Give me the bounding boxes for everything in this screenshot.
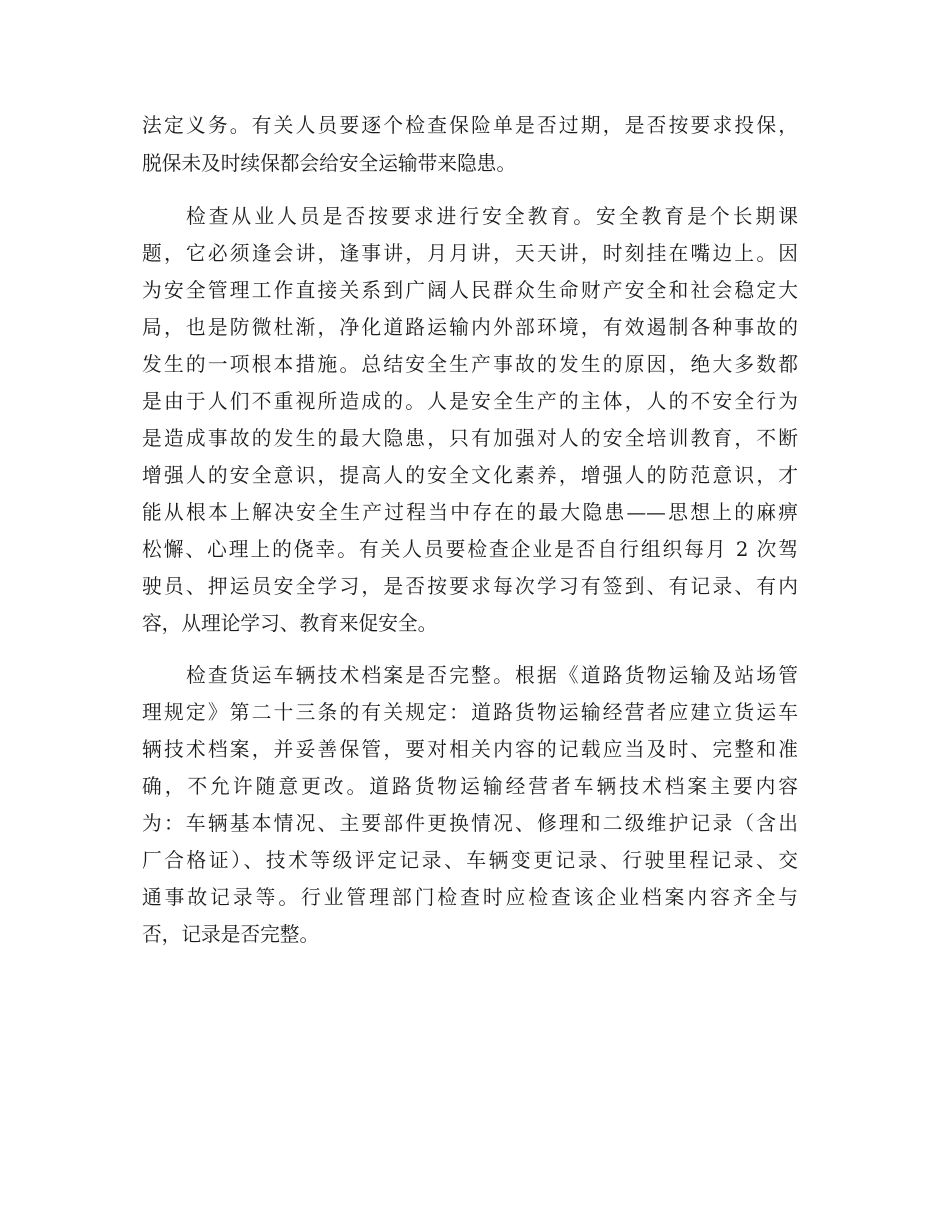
text-line: 检查从业人员是否按要求进行安全教育。安全教育是个长期课 bbox=[186, 205, 798, 228]
text-line: 确，不允许随意更改。道路货物运输经营者车辆技术档案主要内容 bbox=[142, 775, 798, 798]
text-line: 厂合格证）、技术等级评定记录、车辆变更记录、行驶里程记录、交 bbox=[142, 849, 798, 872]
text-line: 是造成事故的发生的最大隐患，只有加强对人的安全培训教育，不断 bbox=[142, 427, 798, 450]
text-line: 题，它必须逢会讲，逢事讲，月月讲，天天讲，时刻挂在嘴边上。因 bbox=[142, 242, 798, 265]
text-line: 是由于人们不重视所造成的。人是安全生产的主体，人的不安全行为 bbox=[142, 390, 798, 413]
text-line: 增强人的安全意识，提高人的安全文化素养，增强人的防范意识，才 bbox=[142, 464, 798, 487]
text-line: 辆技术档案，并妥善保管，要对相关内容的记载应当及时、完整和准 bbox=[142, 738, 798, 761]
text-line: 法定义务。有关人员要逐个检查保险单是否过期，是否按要求投保， bbox=[142, 114, 798, 137]
text-line: 为：车辆基本情况、主要部件更换情况、修理和二级维护记录（含出 bbox=[142, 812, 798, 835]
text-line: 否，记录是否完整。 bbox=[142, 923, 320, 946]
text-line: 脱保未及时续保都会给安全运输带来隐患。 bbox=[142, 152, 517, 175]
text-line: 松懈、心理上的侥幸。有关人员要检查企业是否自行组织每月 2 次驾 bbox=[142, 538, 798, 561]
text-line: 容，从理论学习、教育来促安全。 bbox=[142, 612, 438, 635]
text-line: 发生的一项根本措施。总结安全生产事故的发生的原因，绝大多数都 bbox=[142, 353, 798, 376]
text-line: 通事故记录等。行业管理部门检查时应检查该企业档案内容齐全与 bbox=[142, 886, 798, 909]
text-line: 局，也是防微杜渐，净化道路运输内外部环境，有效遏制各种事故的 bbox=[142, 316, 798, 339]
text-line: 能从根本上解决安全生产过程当中存在的最大隐患——思想上的麻痹 bbox=[142, 501, 798, 524]
text-line: 为安全管理工作直接关系到广阔人民群众生命财产安全和社会稳定大 bbox=[142, 279, 798, 302]
text-line: 检查货运车辆技术档案是否完整。根据《道路货物运输及站场管 bbox=[186, 664, 798, 687]
text-line: 理规定》第二十三条的有关规定：道路货物运输经营者应建立货运车 bbox=[142, 701, 798, 724]
text-line: 驶员、押运员安全学习，是否按要求每次学习有签到、有记录、有内 bbox=[142, 575, 798, 598]
